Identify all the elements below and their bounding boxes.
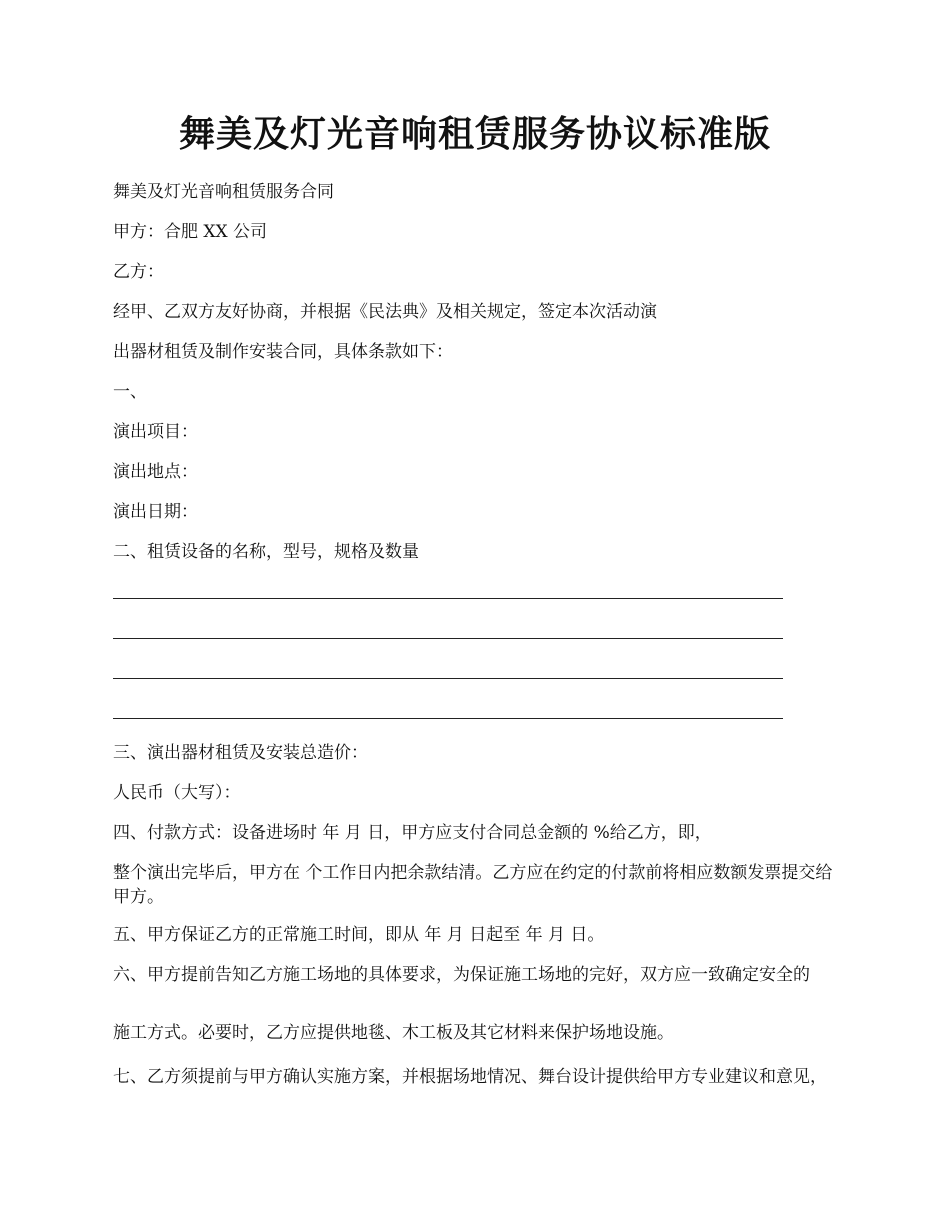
paragraph: 甲方：合肥 XX 公司 bbox=[113, 222, 268, 242]
blank-fill-line bbox=[113, 598, 783, 599]
blank-fill-line bbox=[113, 718, 783, 719]
paragraph: 演出地点： bbox=[113, 462, 198, 482]
paragraph: 演出项目： bbox=[113, 422, 198, 442]
paragraph: 人民币（大写）： bbox=[113, 783, 241, 803]
paragraph: 经甲、乙双方友好协商，并根据《民法典》及相关规定，签定本次活动演 bbox=[113, 302, 657, 322]
paragraph: 乙方： bbox=[113, 262, 164, 282]
paragraph: 一、 bbox=[113, 382, 147, 402]
paragraph: 整个演出完毕后，甲方在 个工作日内把余款结清。乙方应在约定的付款前将相应数额发票提交给甲方。 bbox=[113, 863, 833, 907]
blank-fill-line bbox=[113, 678, 783, 679]
document-title: 舞美及灯光音响租赁服务协议标准版 bbox=[178, 113, 771, 155]
paragraph: 施工方式。必要时，乙方应提供地毯、木工板及其它材料来保护场地设施。 bbox=[113, 1023, 674, 1043]
paragraph: 出器材租赁及制作安装合同，具体条款如下： bbox=[113, 342, 453, 362]
paragraph: 演出日期： bbox=[113, 502, 198, 522]
blank-fill-line bbox=[113, 638, 783, 639]
paragraph: 六、甲方提前告知乙方施工场地的具体要求，为保证施工场地的完好，双方应一致确定安全的 bbox=[113, 965, 810, 985]
paragraph: 舞美及灯光音响租赁服务合同 bbox=[113, 182, 334, 202]
paragraph: 四、付款方式：设备进场时 年 月 日，甲方应支付合同总金额的 %给乙方，即， bbox=[113, 823, 712, 843]
paragraph: 七、乙方须提前与甲方确认实施方案，并根据场地情况、舞台设计提供给甲方专业建议和意见， bbox=[113, 1067, 827, 1087]
paragraph: 二、租赁设备的名称，型号，规格及数量 bbox=[113, 542, 419, 562]
paragraph: 五、甲方保证乙方的正常施工时间，即从 年 月 日起至 年 月 日。 bbox=[113, 925, 605, 945]
paragraph: 三、演出器材租赁及安装总造价： bbox=[113, 743, 368, 763]
